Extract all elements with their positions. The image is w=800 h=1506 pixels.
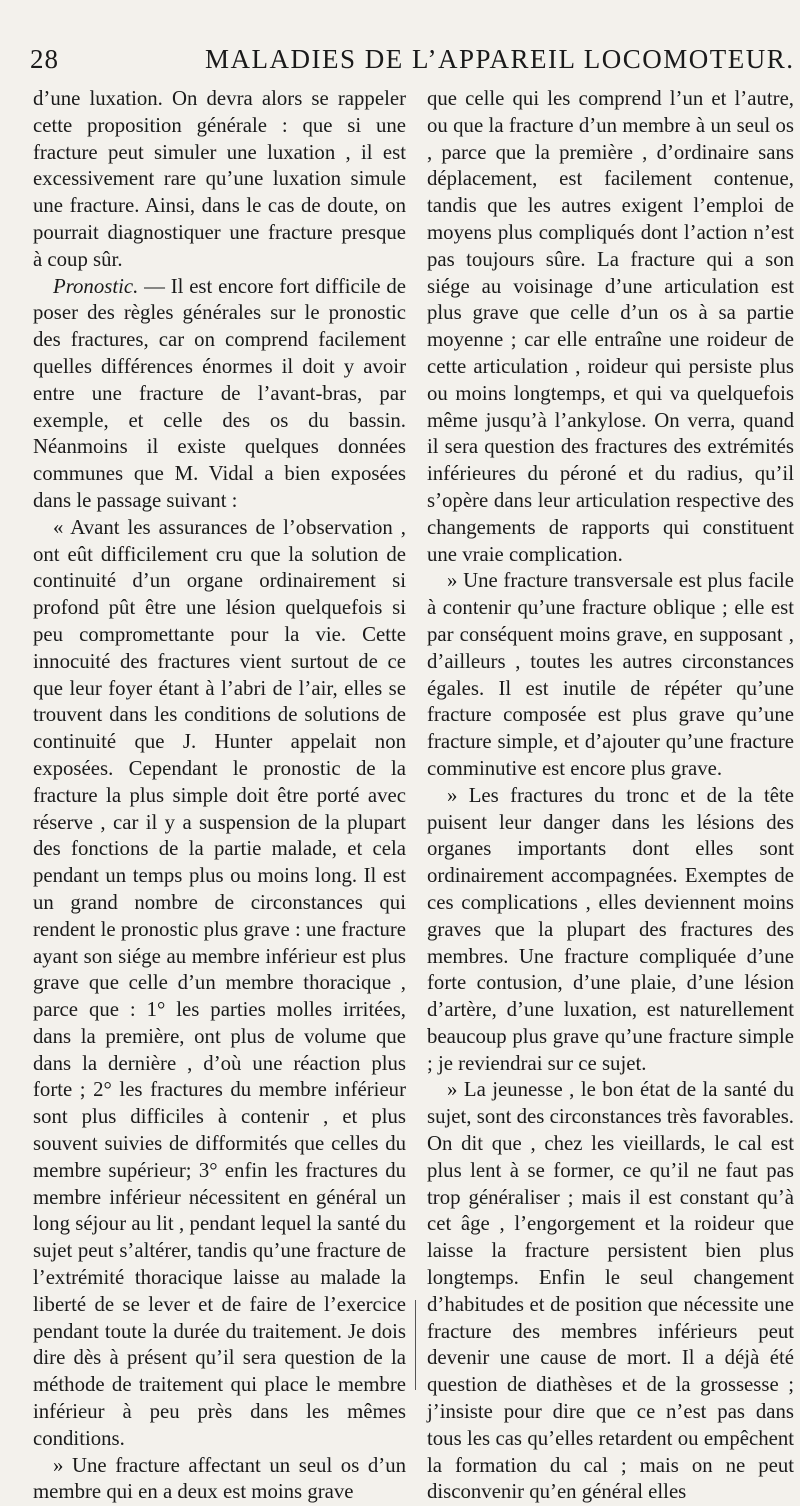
- paragraph: que celle qui les comprend l’un et l’autre, ou que la fracture d’un membre à un seul os , parce que la première , d’ordinaire sans déplacement, est facilement contenue, tandis que les autres exigent l’emploi de moyens plus compliqués dont l’action n’est pas toujours sûre. La fracture qui a son siége au voisinage d’une articulation est plus grave que celle d’un os à sa partie moyenne ; car elle entraîne une roideur de cette articulation , roideur qui persiste plus ou moins longtemps, et qui va quelquefois même jusqu’à l’ankylose. On verra, quand il sera question des fractures des extrémités inférieures du péroné et du radius, qu’il s’opère dans leur articulation respective des changements de rapports qui constituent une vraie complication.: [427, 87, 794, 566]
- page-header: [30, 44, 800, 80]
- right-column: [427, 86, 794, 1506]
- paragraph: d’une luxation. On devra alors se rappeler cette proposition générale : que si une fracture peut simuler une luxation , il est excessivement rare qu’une luxation simule une fracture. Ainsi, dans le cas de doute, on pourrait diagnostiquer une fracture presque à coup sûr.: [33, 87, 406, 271]
- paragraph: « Avant les assurances de l’observation , ont eût difficilement cru que la solution de continuité d’un organe ordinairement si profond pût être une lésion quelquefois si peu compromettante pour la vie. Cette innocuité des fractures vient surtout de ce que leur foyer étant à l’abri de l’air, elles se trouvent dans les conditions de solutions de continuité que J. Hunter appelait non exposées. Cependant le pronostic de la fracture la plus simple doit être porté avec réserve , car il y a suspension de la plupart des fonctions de la partie malade, et cela pendant un temps plus ou moins long. Il est un grand nombre de circonstances qui rendent le pronostic plus grave : une fracture ayant son siége au membre inférieur est plus grave que celle d’un membre thoracique , parce que : 1° les parties molles irritées, dans la première, ont plus de volume que dans la dernière , d’où une réaction plus forte ; 2° les fractures du membre inférieur sont plus difficiles à contenir , et plus souvent suivies de difformités que celles du membre supérieur; 3° enfin les fractures du membre inférieur nécessitent en général un long séjour au lit , pendant lequel la santé du sujet peut s’altérer, tandis qu’une fracture de l’extrémité thoracique laisse au malade la liberté de se lever et de faire de l’exercice pendant toute la durée du traitement. Je dois dire dès à présent qu’il sera question de la méthode de traitement qui place le membre inférieur à peu près dans les mêmes conditions.: [33, 515, 406, 1450]
- paragraph: » La jeunesse , le bon état de la santé du sujet, sont des circonstances très favorables. On dit que , chez les vieillards, le cal est plus lent à se former, ce qu’il ne faut pas trop généraliser ; mais il est constant qu’à cet âge , l’engorgement et la roideur que laisse la fracture persistent bien plus longtemps. Enfin le seul changement d’habitudes et de position que nécessite une fracture des membres inférieurs peut devenir une cause de mort. Il a déjà été question de diathèses et de la grossesse ; j’insiste pour dire que ce n’est pas dans tous les cas qu’elles retardent ou empêchent la formation du cal ; mais on ne peut disconvenir qu’en général elles: [427, 1078, 794, 1504]
- paragraph: » Les fractures du tronc et de la tête puisent leur danger dans les lésions des organes importants dont elles sont ordinairement accompagnées. Exemptes de ces complications , elles deviennent moins graves que la plupart des fractures des membres. Une fracture compliquée d’une forte contusion, d’une plaie, d’une lésion d’artère, d’une luxation, est naturellement beaucoup plus grave qu’une fracture simple ; je reviendrai sur ce sujet.: [427, 783, 794, 1075]
- running-title: MALADIES DE L’APPAREIL LOCOMOTEUR.: [205, 44, 795, 74]
- left-column: [33, 86, 406, 1506]
- page-number: 28: [30, 44, 59, 74]
- section-heading: Pronostic.: [53, 274, 139, 298]
- column-divider: [415, 1300, 416, 1390]
- paragraph-text: — Il est encore fort difficile de poser des règles générales sur le pronostic des fractures, car on comprend facilement quelles différences énormes il doit y avoir entre une fracture de l’avant-bras, par exemple, et celle des os du bassin. Néanmoins il existe quelques données communes que M. Vidal a bien exposées dans le passage suivant :: [33, 274, 406, 512]
- paragraph: » Une fracture transversale est plus facile à contenir qu’une fracture oblique ; elle est par conséquent moins grave, en supposant , d’ailleurs , toutes les autres circonstances égales. Il est inutile de répéter qu’une fracture composée est plus grave qu’une fracture simple, et d’ajouter qu’une fracture comminutive est encore plus grave.: [427, 569, 794, 780]
- paragraph-pronostic: [33, 274, 406, 515]
- paragraph: » Une fracture affectant un seul os d’un membre qui en a deux est moins grave: [33, 1453, 406, 1504]
